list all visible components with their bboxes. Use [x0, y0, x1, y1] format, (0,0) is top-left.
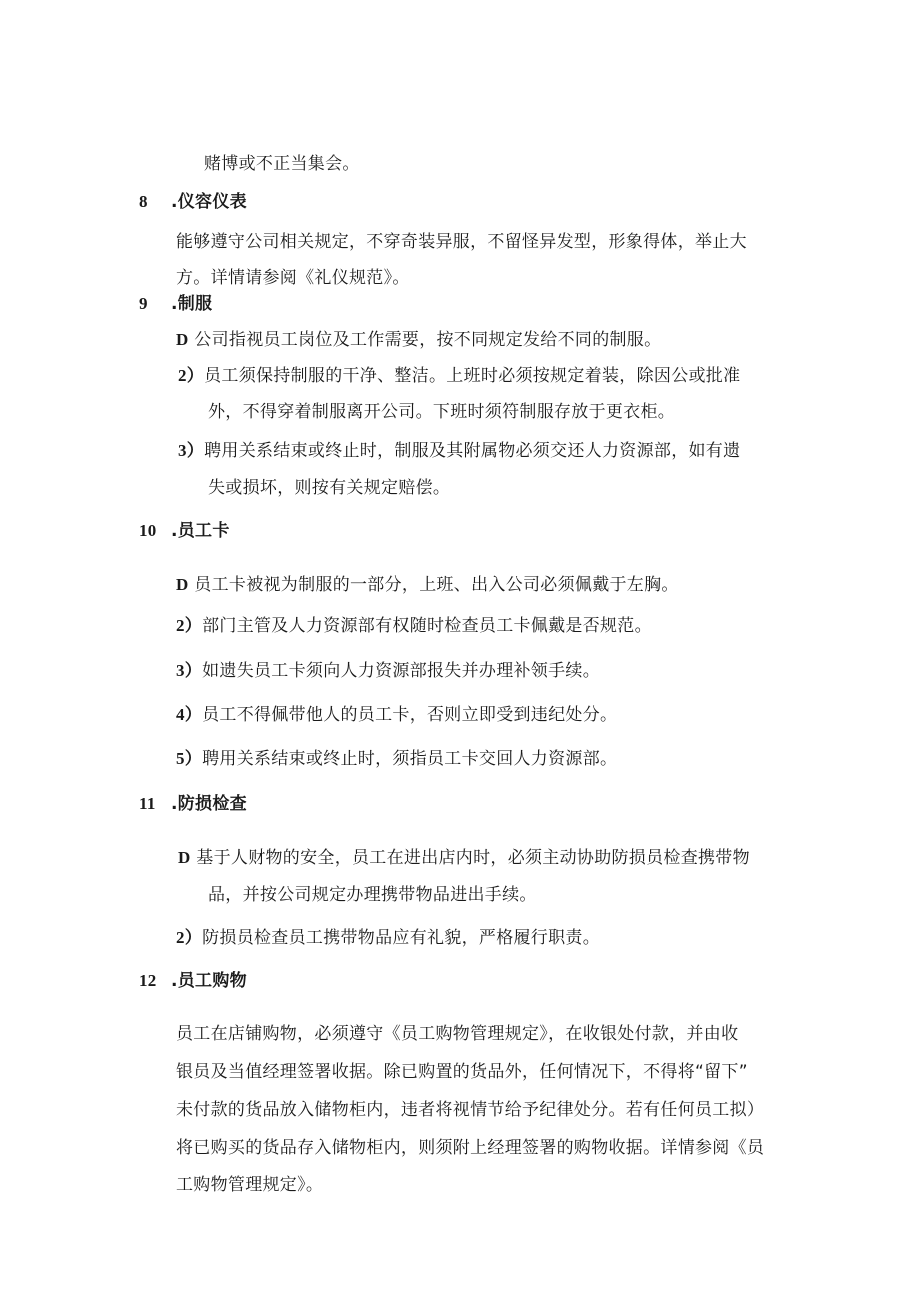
- list-marker: D: [176, 330, 189, 349]
- list-item-text: 员工不得佩带他人的员工卡，否则立即受到违纪处分。: [202, 705, 618, 725]
- list-item-continuation: 外，不得穿着制服离开公司。下班时须符制服存放于更衣柜。: [208, 402, 676, 422]
- section-number: 10: [139, 521, 157, 540]
- list-item: [178, 439, 740, 463]
- section-heading-10: [139, 519, 230, 543]
- list-item-continuation: 失或损坏，则按有关规定赔偿。: [208, 478, 451, 498]
- section-title: .员工购物: [171, 971, 247, 991]
- list-marker: 3）: [176, 661, 203, 680]
- list-item-text: 基于人财物的安全，员工在进出店内时，必须主动协助防损员检查携带物: [196, 848, 750, 868]
- list-item-continuation: 品，并按公司规定办理携带物品进出手续。: [208, 885, 537, 905]
- section-heading-11: [139, 792, 247, 816]
- section-number: 8: [139, 192, 148, 211]
- section-number: 9: [139, 294, 148, 313]
- section-title: .仪容仪表: [171, 192, 247, 212]
- section-number: 11: [139, 794, 156, 813]
- section-heading-12: [139, 969, 247, 993]
- paragraph-line: 工购物管理规定》。: [176, 1175, 324, 1195]
- list-marker: D: [178, 848, 191, 867]
- list-marker: 3）: [178, 441, 205, 460]
- section-heading-8: [139, 190, 247, 214]
- list-item: [176, 747, 617, 771]
- list-item: [176, 926, 600, 950]
- paragraph-line: 方。详情请参阅《礼仪规范》。: [176, 268, 410, 288]
- list-item-text: 公司指视员工岗位及工作需要，按不同规定发给不同的制服。: [194, 330, 662, 350]
- list-item: [176, 659, 600, 683]
- list-item: [178, 364, 740, 388]
- list-marker: 2）: [176, 928, 203, 947]
- list-marker: 5）: [176, 749, 203, 768]
- list-item: [176, 614, 652, 638]
- paragraph-line: 银员及当值经理签署收据。除已购置的货品外，任何情况下，不得将“留下”: [176, 1062, 748, 1082]
- section-heading-9: [139, 292, 212, 316]
- list-item-text: 聘用关系结束或终止时，须指员工卡交回人力资源部。: [202, 749, 618, 769]
- list-item-text: 如遗失员工卡须向人力资源部报失并办理补领手续。: [202, 661, 601, 681]
- list-item: [176, 328, 661, 352]
- list-item-text: 员工卡被视为制服的一部分，上班、出入公司必须佩戴于左胸。: [194, 575, 679, 595]
- list-marker: 2）: [176, 616, 203, 635]
- section-number: 12: [139, 971, 157, 990]
- list-item-text: 防损员检查员工携带物品应有礼貌，严格履行职责。: [202, 928, 601, 948]
- section-title: .员工卡: [171, 521, 230, 541]
- paragraph-line: 未付款的货品放入储物柜内，违者将视情节给予纪律处分。若有任何员工拟）: [176, 1100, 765, 1120]
- list-item-text: 部门主管及人力资源部有权随时检查员工卡佩戴是否规范。: [202, 616, 652, 636]
- list-item: [178, 846, 750, 870]
- paragraph-line: 员工在店铺购物，必须遵守《员工购物管理规定》，在收银处付款，并由收: [176, 1024, 739, 1044]
- continuation-line: 赌博或不正当集会。: [204, 154, 360, 174]
- list-marker: 4）: [176, 705, 203, 724]
- list-item: [176, 573, 679, 597]
- section-title: .防损检查: [171, 794, 247, 814]
- list-marker: D: [176, 575, 189, 594]
- section-title: .制服: [171, 294, 213, 314]
- paragraph-line: 能够遵守公司相关规定，不穿奇装异服，不留怪异发型，形象得体，举止大: [176, 232, 747, 252]
- list-item: [176, 703, 617, 727]
- list-item-text: 聘用关系结束或终止时，制服及其附属物必须交还人力资源部，如有遗: [204, 441, 741, 461]
- list-item-text: 员工须保持制服的干净、整洁。上班时必须按规定着装，除因公或批准: [204, 366, 741, 386]
- paragraph-line: 将已购买的货品存入储物柜内，则须附上经理签署的购物收据。详情参阅《员: [176, 1138, 765, 1158]
- list-marker: 2）: [178, 366, 205, 385]
